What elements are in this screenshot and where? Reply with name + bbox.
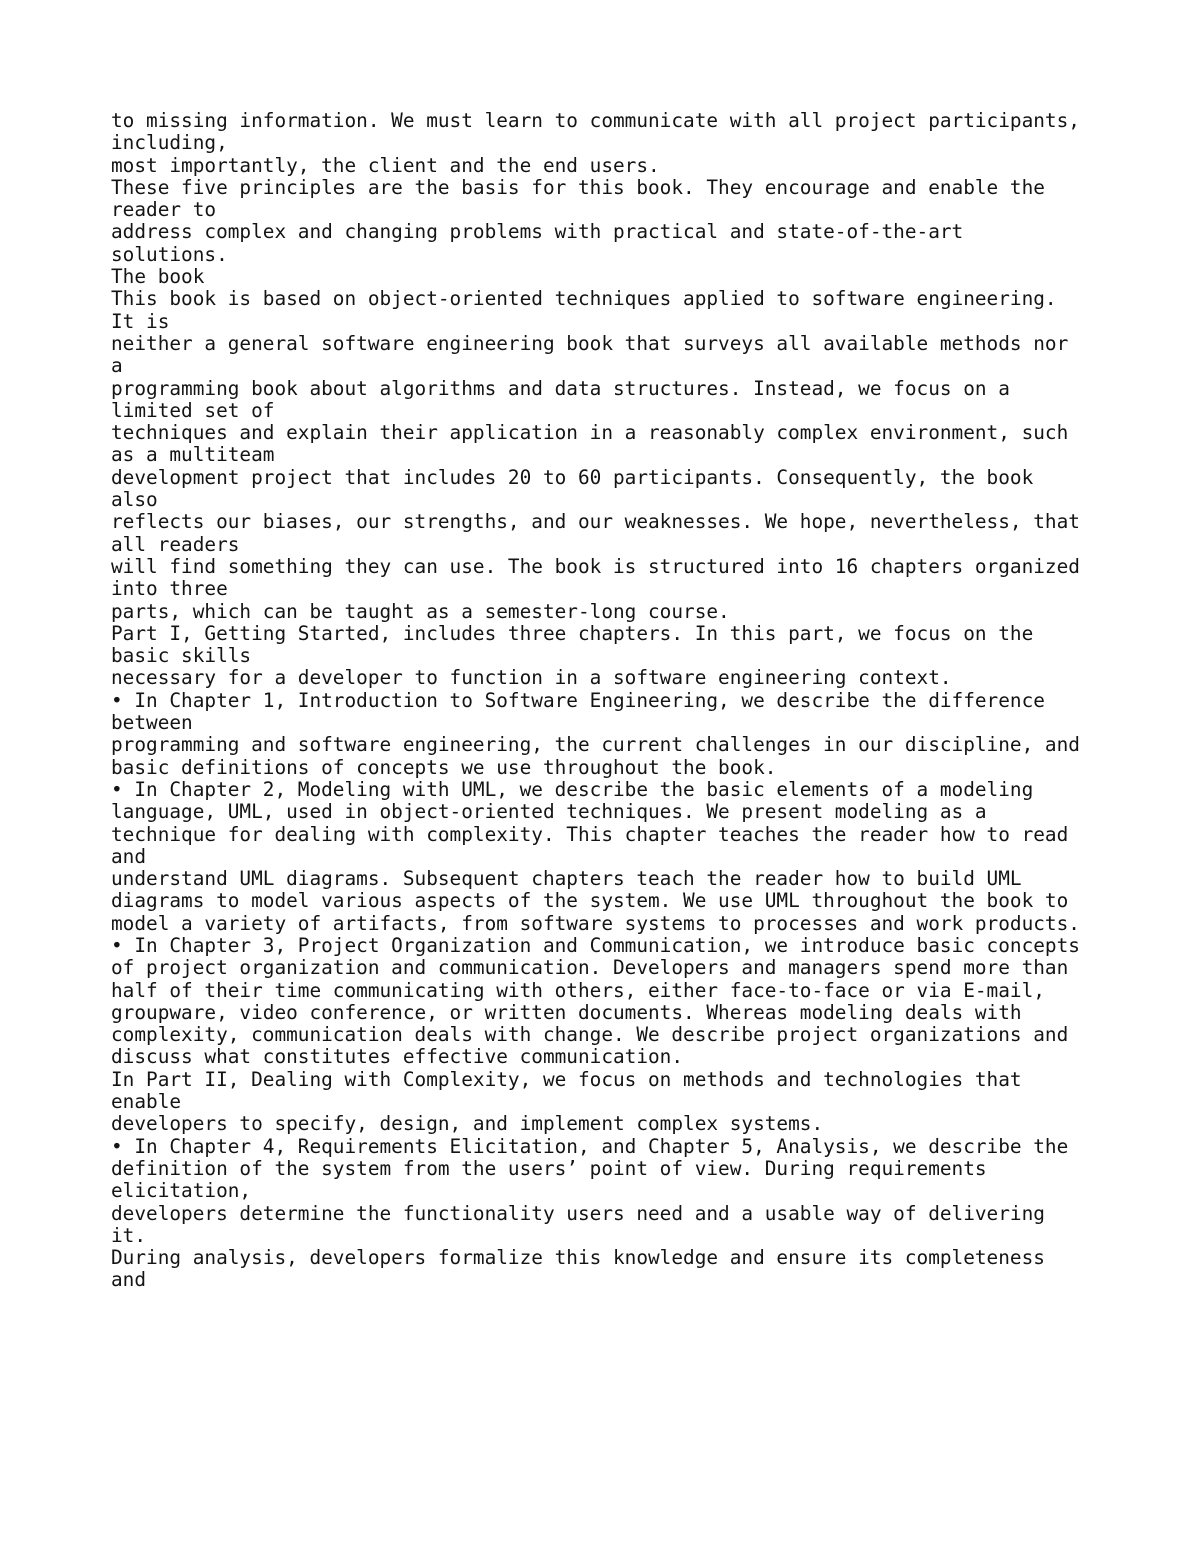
text-line: solutions. xyxy=(111,242,228,266)
text-line: parts, which can be taught as a semester-long course. xyxy=(111,599,730,623)
text-line: language, UML, used in object-oriented techniques. We present modeling as a xyxy=(111,800,987,824)
text-line: development project that includes 20 to 60 participants. Consequently, the book xyxy=(111,465,1034,489)
text-line: diagrams to model various aspects of the system. We use UML throughout the book to xyxy=(111,889,1069,913)
text-line: to missing information. We must learn to communicate with all project participants, xyxy=(111,109,1080,132)
text-line: understand UML diagrams. Subsequent chapters teach the reader how to build UML xyxy=(111,867,1022,891)
text-line: all readers xyxy=(111,532,240,556)
text-line: including, xyxy=(111,131,228,155)
bullet-item: • In Chapter 2, Modeling with UML, we describe the basic elements of a modeling xyxy=(111,777,1034,801)
bullet-item: • In Chapter 3, Project Organization and Communication, we introduce basic concepts xyxy=(111,933,1080,957)
text-line: basic skills xyxy=(111,644,252,668)
text-line: neither a general software engineering book that surveys all available methods nor xyxy=(111,331,1069,355)
text-line: Part I, Getting Started, includes three chapters. In this part, we focus on the xyxy=(111,621,1034,645)
text-line: reflects our biases, our strengths, and our weaknesses. We hope, nevertheless, that xyxy=(111,510,1080,534)
section-heading: The book xyxy=(111,265,205,289)
text-line: also xyxy=(111,488,158,512)
text-line: programming book about algorithms and data structures. Instead, we focus on a xyxy=(111,376,1010,400)
text-line: These five principles are the basis for this book. They encourage and enable the xyxy=(111,175,1045,199)
text-line: basic definitions of concepts we use throughout the book. xyxy=(111,755,777,779)
text-line: programming and software engineering, the current challenges in our discipline, and xyxy=(111,733,1080,757)
text-line: between xyxy=(111,711,193,735)
text-line: half of their time communicating with others, either face-to-face or via E-mail, xyxy=(111,978,1045,1002)
text-line: limited set of xyxy=(111,398,275,422)
text-line: During analysis, developers formalize this knowledge and ensure its completeness xyxy=(111,1246,1045,1270)
text-line: In Part II, Dealing with Complexity, we focus on methods and technologies that xyxy=(111,1067,1022,1091)
text-line: elicitation, xyxy=(111,1179,252,1203)
text-line: as a multiteam xyxy=(111,443,275,467)
text-line: necessary for a developer to function in a software engineering context. xyxy=(111,666,952,690)
text-line: enable xyxy=(111,1090,182,1114)
text-line: model a variety of artifacts, from software systems to processes and work products. xyxy=(111,911,1080,935)
text-line: address complex and changing problems with practical and state-of-the-art xyxy=(111,220,964,244)
text-line: a xyxy=(111,354,123,378)
text-line: discuss what constitutes effective communication. xyxy=(111,1045,684,1069)
text-line: This book is based on object-oriented techniques applied to software engineering. xyxy=(111,287,1057,311)
text-line: of project organization and communication. Developers and managers spend more than xyxy=(111,956,1069,980)
text-line: reader to xyxy=(111,198,217,222)
text-line: it. xyxy=(111,1223,147,1247)
text-line: into three xyxy=(111,577,228,601)
bullet-item: • In Chapter 1, Introduction to Software Engineering, we describe the difference xyxy=(111,688,1045,712)
text-line: developers to specify, design, and implement complex systems. xyxy=(111,1112,824,1136)
text-line: techniques and explain their application in a reasonably complex environment, such xyxy=(111,421,1069,445)
bullet-item: • In Chapter 4, Requirements Elicitation, and Chapter 5, Analysis, we describe the xyxy=(111,1134,1069,1158)
text-line: and xyxy=(111,1268,147,1292)
text-line: developers determine the functionality users need and a usable way of delivering xyxy=(111,1201,1045,1225)
text-line: groupware, video conference, or written documents. Whereas modeling deals with xyxy=(111,1000,1022,1024)
text-line: and xyxy=(111,844,147,868)
text-line: definition of the system from the users’ point of view. During requirements xyxy=(111,1156,987,1180)
text-line: complexity, communication deals with change. We describe project organizations and xyxy=(111,1023,1069,1047)
text-line: technique for dealing with complexity. This chapter teaches the reader how to read xyxy=(111,822,1069,846)
text-line: will find something they can use. The book is structured into 16 chapters organized xyxy=(111,554,1080,578)
text-line: It is xyxy=(111,309,170,333)
document-page xyxy=(111,110,1111,1292)
text-line: most importantly, the client and the end users. xyxy=(111,153,660,177)
